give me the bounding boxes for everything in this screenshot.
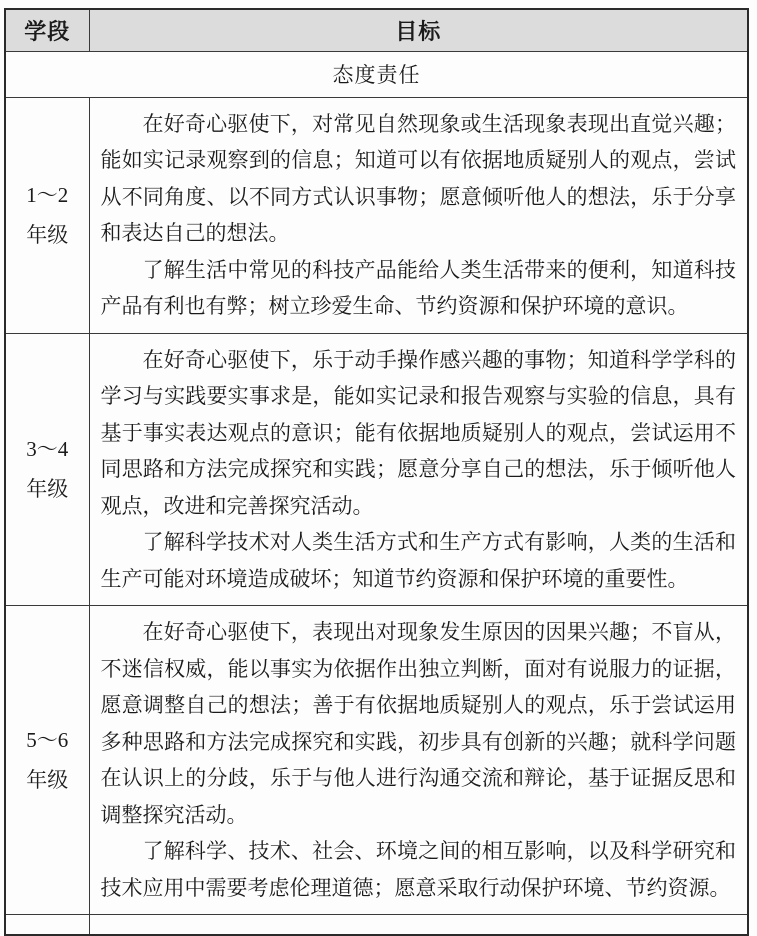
grade-label	[5, 606, 89, 915]
header-goal-column: 目标	[89, 9, 748, 51]
goal-cell-empty	[89, 915, 748, 935]
goal-paragraph: 在好奇心驱使下，乐于动手操作感兴趣的事物；知道科学学科的学习与实践要实事求是，能如实记录和报告观察与实验的信息，具有基于事实表达观点的意识；能有依据地质疑别人的观点，尝试运用不同思路和方法完成探究和实践；愿意分享自己的想法，乐于倾听他人观点，改进和完善探究活动。	[100, 347, 736, 518]
grade-label-line2: 年级	[26, 223, 69, 247]
grade-label-line1: 5～6	[26, 728, 69, 752]
header-grade-column: 学段	[5, 9, 89, 51]
goal-cell	[89, 606, 748, 915]
table-row-cutoff	[5, 915, 748, 935]
grade-label-empty	[5, 915, 89, 935]
goal-cell	[89, 333, 748, 606]
table-row	[5, 333, 748, 606]
grade-label	[5, 333, 89, 606]
goal-paragraph: 在好奇心驱使下，表现出对现象发生原因的因果兴趣；不盲从，不迷信权威，能以事实为依据作出独立判断，面对有说服力的证据，愿意调整自己的想法；善于有依据地质疑别人的观点，乐于尝试运用多种思路和方法完成探究和实践，初步具有创新的兴趣；就科学问题在认识上的分歧，乐于与他人进行沟通交流和辩论，基于证据反思和调整探究活动。	[100, 620, 736, 827]
section-title: 态度责任	[5, 51, 748, 97]
grade-label-line2: 年级	[26, 768, 69, 792]
goal-cell	[89, 97, 748, 333]
grade-label-line1: 1～2	[26, 183, 69, 207]
table-row	[5, 606, 748, 915]
table-row	[5, 97, 748, 333]
goals-table	[4, 8, 749, 936]
grade-label-line1: 3～4	[26, 437, 69, 462]
grade-label-line2: 年级	[26, 477, 69, 502]
goal-paragraph: 了解科学技术对人类生活方式和生产方式有影响，人类的生活和生产可能对环境造成破坏；知道节约资源和保护环境的重要性。	[100, 530, 736, 591]
section-title-row	[5, 51, 748, 97]
goal-paragraph: 了解生活中常见的科技产品能给人类生活带来的便利，知道科技产品有利也有弊；树立珍爱生命、节约资源和保护环境的意识。	[100, 257, 736, 318]
goal-paragraph: 在好奇心驱使下，对常见自然现象或生活现象表现出直觉兴趣；能如实记录观察到的信息；知道可以有依据地质疑别人的观点，尝试从不同角度、以不同方式认识事物；愿意倾听他人的想法，乐于分享和表达自己的想法。	[100, 111, 736, 245]
grade-label	[5, 97, 89, 333]
goal-paragraph: 了解科学、技术、社会、环境之间的相互影响，以及科学研究和技术应用中需要考虑伦理道德；愿意采取行动保护环境、节约资源。	[100, 839, 736, 900]
table-header-row	[5, 9, 748, 51]
